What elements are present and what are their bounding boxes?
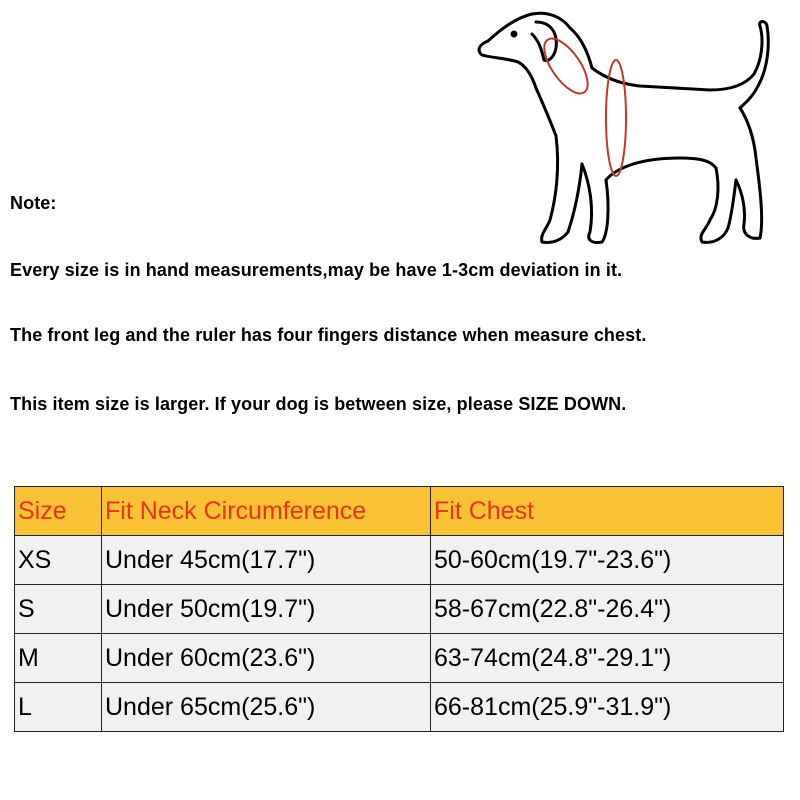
table-row xyxy=(15,585,784,634)
cell-size: XS xyxy=(15,536,102,585)
dog-measurement-icon xyxy=(470,8,770,248)
cell-neck: Under 60cm(23.6") xyxy=(102,634,431,683)
header-size: Size xyxy=(15,487,102,536)
table-row xyxy=(15,683,784,732)
cell-size: M xyxy=(15,634,102,683)
cell-chest: 58-67cm(22.8"-26.4") xyxy=(431,585,784,634)
cell-chest: 50-60cm(19.7"-23.6") xyxy=(431,536,784,585)
note-title: Note: xyxy=(10,193,57,213)
table-header-row xyxy=(15,487,784,536)
cell-size: L xyxy=(15,683,102,732)
cell-size: S xyxy=(15,585,102,634)
header-chest: Fit Chest xyxy=(431,487,784,536)
cell-chest: 66-81cm(25.9"-31.9") xyxy=(431,683,784,732)
note-size-down: This item size is larger. If your dog is between size, please SIZE DOWN. xyxy=(10,394,627,414)
table-row xyxy=(15,536,784,585)
cell-neck: Under 45cm(17.7") xyxy=(102,536,431,585)
note-deviation: Every size is in hand measurements,may be have 1-3cm deviation in it. xyxy=(10,260,623,280)
size-chart-table xyxy=(14,486,784,732)
cell-neck: Under 50cm(19.7") xyxy=(102,585,431,634)
cell-neck: Under 65cm(25.6") xyxy=(102,683,431,732)
note-chest-measurement: The front leg and the ruler has four fingers distance when measure chest. xyxy=(10,325,647,345)
table-row xyxy=(15,634,784,683)
cell-chest: 63-74cm(24.8"-29.1") xyxy=(431,634,784,683)
header-neck: Fit Neck Circumference xyxy=(102,487,431,536)
